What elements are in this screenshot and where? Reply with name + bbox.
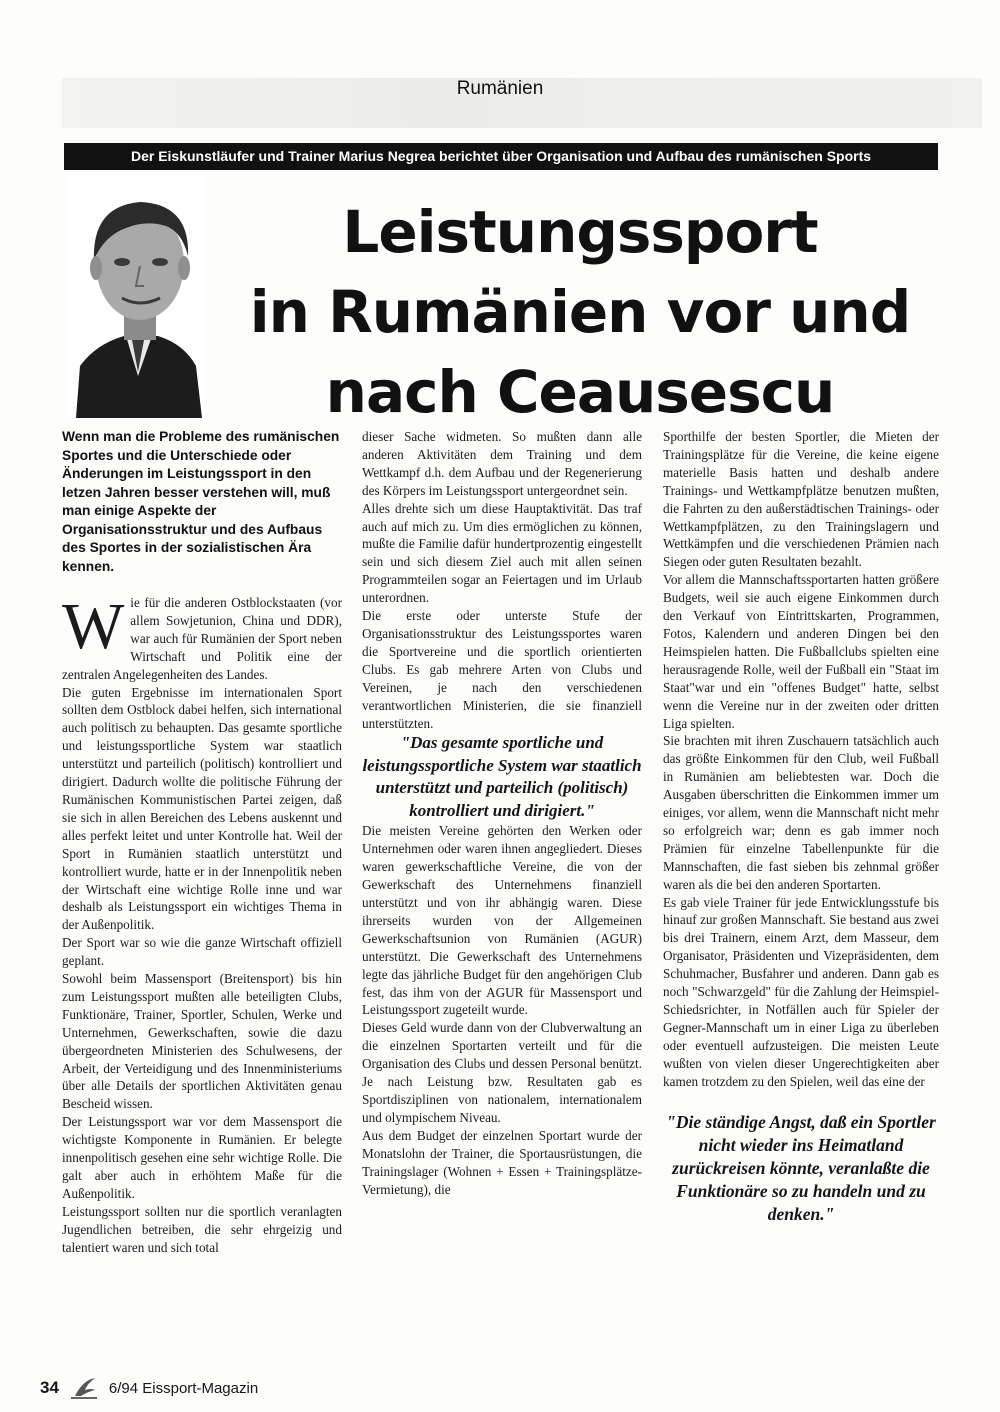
body-paragraph: Der Leistungssport war vor dem Massensport die wichtigste Komponente in Rumänien. Er belegte innenpolitisch gesehen eine sehr wichtige Rolle. Die galt aber auch in erhöhtem Maße für die Außenpolitik. [62,1114,342,1201]
body-paragraph: Dieses Geld wurde dann von der Clubverwaltung an die einzelnen Sportarten verteilt und für die Organisation des Clubs und dessen Personal benützt. Je nach Leistung bzw. Resultaten gab es Sportdisziplinen von nationalem, internationalem und olympischem Niveau. [362,1020,642,1125]
lead-paragraph: Wenn man die Probleme des rumänischen Sportes und die Unterschiede oder Änderungen im Leistungssport in den letzen Jahren besser verstehen will, muß man einige Aspekte der Organisationsstruktur und des Aufbaus des Sportes in der sozialistischen Ära kennen. [62,429,340,574]
pull-quote: "Die ständige Angst, daß ein Sportler nicht wieder ins Heimatland zurückreisen könnte, veranlaßte die Funktionäre so zu handeln und zu denken." [666,1111,936,1224]
article-column-3 [663,428,939,1226]
body-paragraph: Sie brachten mit ihren Zuschauern tatsächlich auch das größte Einkommen für den Club, weil Fußball in Rumänien am beliebtesten war. Doch die Ausgaben überschritten die Einkommen immer um einiges, vor allem, wenn die Mannschaft nicht mehr so erfolgreich war; denn es gab immer noch Prämien für einzelne Tabellenpunkte für die Mannschaften, die fast sieben bis zehnmal größer waren als die bei den anderen Sportarten. [663,733,939,892]
body-paragraph: dieser Sache widmeten. So mußten dann alle anderen Aktivitäten dem Training und dem Wettkampf d.h. dem Aufbau und der Regenerierung des Körpers im Leistungssport untergeordnet sein. [362,429,642,498]
body-paragraph: Alles drehte sich um diese Hauptaktivität. Das traf auch auf mich zu. Um dies ermöglichen zu können, mußte die Familie dafür hundertprozentig eingestellt sein und sich diesem Ziel auch mit allen seinen Programmteilen sogar an Feiertagen und im Urlaub unterordnen. [362,500,642,606]
article-column-1 [62,428,342,1257]
skater-logo-icon [69,1376,99,1400]
author-portrait [66,176,206,418]
headline-line: Leistungssport [342,198,818,266]
body-paragraph: Die guten Ergebnisse im internationalen Sport sollten dem Ostblock dabei helfen, sich international auch politisch zu behaupten. Das gesamte sportliche und leistungssportliche System war staatlich unterstützt und parteilich (politisch) kontrolliert und dirigiert. Dadurch wollte die politische Führung der Rumänischen Kommunistischen Partei zeigen, daß sie sich in allen Bereichen des Lebens auskennt und alles perfekt leitet und unter Kontrolle hat. Weil der Sport in Rumänien staatlich unterstützt und kontrolliert wurde, hatte er in der Innenpolitik neben der Wirtschaft eine wichtige Rolle inne und war deshalb als Leistungssport ein wichtiges Thema in der Außenpolitik. [62,684,342,933]
body-paragraph: Leistungssport sollten nur die sportlich veranlagten Jugendlichen betreiben, die sehr ehrgeizig und talentiert waren und sich total [62,1203,342,1255]
page-number: 34 [40,1378,59,1397]
headline-line: nach Ceausescu [325,358,835,426]
pull-quote: "Das gesamte sportliche und leistungssportliche System war staatlich unterstützt und parteilich (politisch) kontrolliert und dirigiert." [362,733,642,820]
issue-label: 6/94 Eissport-Magazin [108,1379,259,1397]
body-paragraph: Der Sport war so wie die ganze Wirtschaft offiziell geplant. [62,935,342,969]
headline-line: in Rumänien vor und [249,278,911,346]
body-paragraph: Vor allem die Mannschaftssportarten hatten größere Budgets, weil sie auch eigene Einkommen durch den Verkauf von Eintrittskarten, Programmen, Fotos, Kalendern und anderen Dingen bei den Heimspielen hatten. Die Fußballclubs spielten eine herausragende Rolle, weil der Fußball ein "Staat im Staat"war und ein "offenes Budget" hatte, selbst wenn die Vereine nur in der zweiten oder dritten Liga spielten. [663,572,939,731]
page-footer [40,1376,258,1400]
body-paragraph: Sowohl beim Massensport (Breitensport) bis hin zum Leistungssport mußten alle beteiligten Clubs, Funktionäre, Trainer, Sportler, Schulen, Werke und Unternehmen, Gewerkschaften, sowie die dazu übergeordneten Ministerien des Schulwesens, der Arbeit, der Verteidigung und des Innenministeriums über alle Details der sportlichen Aktivitäten genau Bescheid wissen. [62,971,342,1112]
kicker-banner: Der Eiskunstläufer und Trainer Marius Negrea berichtet über Organisation und Aufbau des rumänischen Sports [64,143,938,170]
drop-cap: W [62,590,125,663]
body-paragraph: Aus dem Budget der einzelnen Sportart wurde der Monatslohn der Trainer, die Sportausrüstungen, die Trainingslager (Wohnen + Essen + Trainingsplätze-Vermietung), die [362,1127,642,1197]
body-paragraph: Wie für die anderen Ostblockstaaten (vor allem Sowjetunion, China und DDR), war auch für Rumänien der Sport neben Wirtschaft und Politik eine der zentralen Angelegenheiten des Landes. [62,590,342,682]
body-paragraph: Es gab viele Trainer für jede Entwicklungsstufe bis hinauf zur großen Mannschaft. Sie bestand aus zwei bis drei Trainern, einem Arzt, dem Masseur, dem Organisator, Präsidenten und Vizepräsidenten, dem Schuhmacher, Busfahrer und anderen. Dann gab es noch "Schwarzgeld" für die Zahlung der Heimspiel-Schiedsrichter, in Notfällen auch für Spieler der Gegner-Mannschaft um in einer Liga zu überleben oder eventuell aufzusteigen. Die meisten Leute wußten von vielen dieser Ungerechtigkeiten aber kamen trotzdem zu den Spielen, weil das eine der [663,894,939,1089]
body-paragraph: Die meisten Vereine gehörten den Werken oder Unternehmen oder waren ihnen angegliedert. Dieses waren gewerkschaftliche Vereine, die von der Gewerkschaft des Unternehmens finanziell unterstützt und von ihr abhängig waren. Diese ihrerseits wurden von der Allgemeinen Gewerkschaftsunion von Rumänien (AGUR) unterstützt. Die Gewerkschaft des Unternehmens legte das jährliche Budget für den angehörigen Club fest, das ihm von der AGUR für Massensport und Leistungssport zugeteilt wurde. [362,823,642,1018]
article-column-2 [362,428,642,1198]
body-paragraph: Sporthilfe der besten Sportler, die Mieten der Trainingsplätze für die Vereine, die keine eigene materielle Basis hatten und deshalb andere Trainings- und Wettkampfplätze benutzen mußten, die Fahrten zu den außerstädtischen Trainings- oder Wettkampfplätzen, zu den Trainingslagern und Wettkämpfen und die verschiedenen Prämien nach Siegen oder guten Resultaten bezahlt. [663,429,939,570]
headline [220,192,940,432]
section-title: Rumänien [456,78,544,99]
body-paragraph: Die erste oder unterste Stufe der Organisationsstruktur des Leistungssportes waren die Sportvereine und die sportlich orientierten Clubs. Es gab mehrere Arten von Clubs und Vereinen, je nach den verschiedenen verantwortlichen Ministerien, die sie finanziell unterstützten. [362,608,642,731]
